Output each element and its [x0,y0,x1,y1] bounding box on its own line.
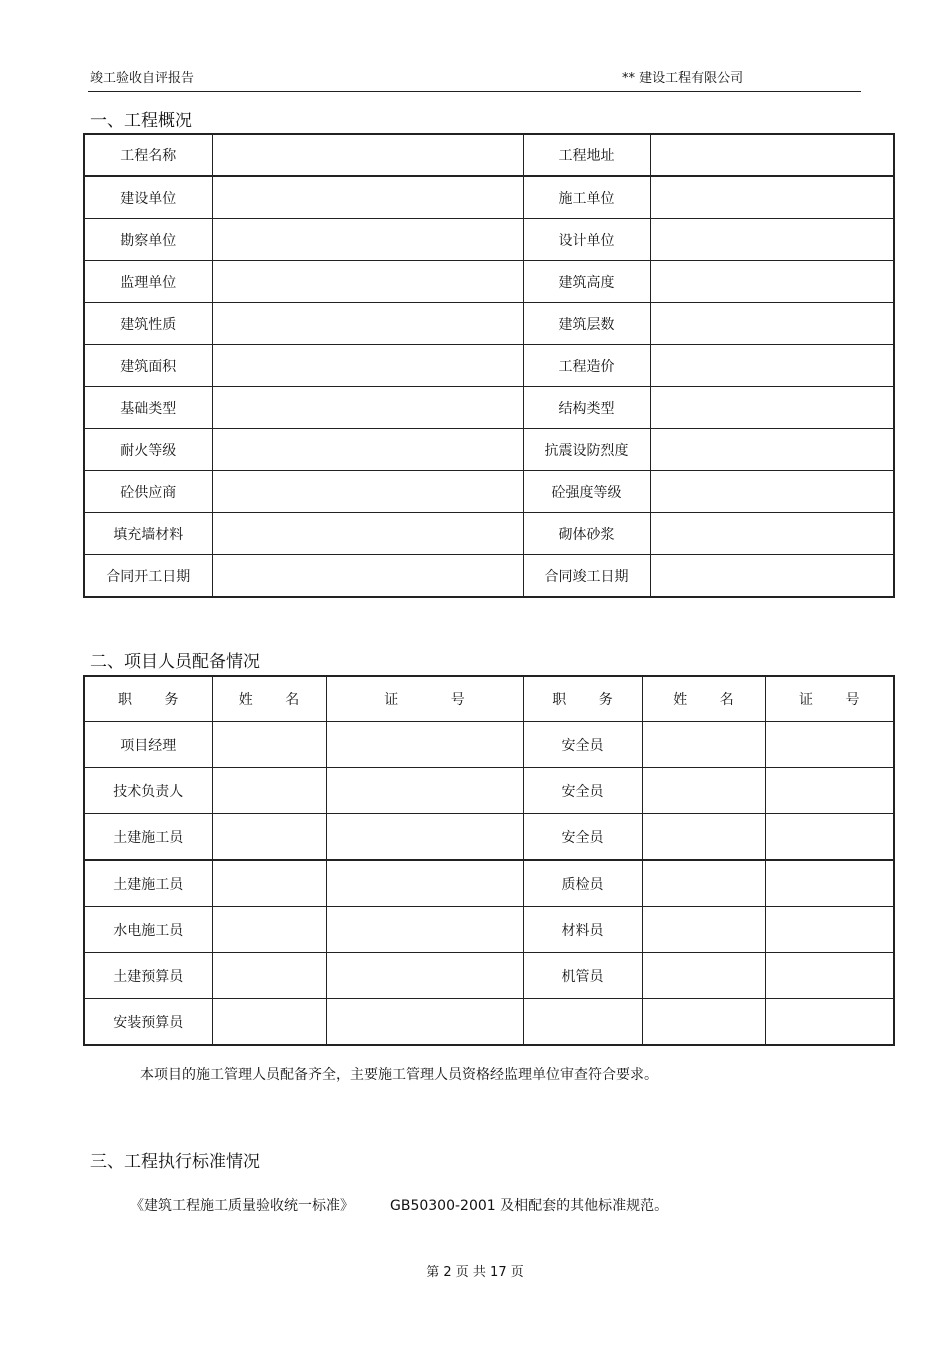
cert-cell[interactable] [765,768,894,814]
column-header: 姓 名 [642,676,765,722]
name-cell[interactable] [642,722,765,768]
value-cell[interactable] [212,303,523,345]
name-cell[interactable] [642,768,765,814]
role-label: 水电施工员 [84,907,212,953]
value-cell[interactable] [650,176,894,219]
name-cell[interactable] [212,907,326,953]
name-cell[interactable] [212,722,326,768]
name-cell[interactable] [642,860,765,907]
header-divider [88,91,861,92]
role-label: 土建施工员 [84,860,212,907]
table-row [84,953,894,999]
table-row [84,134,894,176]
cert-cell[interactable] [326,860,523,907]
cert-cell[interactable] [765,907,894,953]
row-label: 建筑性质 [84,303,212,345]
role-label: 安全员 [523,814,642,861]
column-header: 姓 名 [212,676,326,722]
table-row [84,387,894,429]
table-row [84,860,894,907]
section1-title: 一、工程概况 [90,111,192,131]
role-label: 土建预算员 [84,953,212,999]
table-row [84,261,894,303]
header-company: ** 建设工程有限公司 [622,71,744,86]
role-label: 安全员 [523,722,642,768]
value-cell[interactable] [212,387,523,429]
standard-code: GB50300-2001 及相配套的其他标准规范。 [390,1198,669,1214]
row-label: 填充墙材料 [84,513,212,555]
role-label [523,999,642,1046]
name-cell[interactable] [212,999,326,1046]
row-label: 工程造价 [523,345,650,387]
value-cell[interactable] [650,303,894,345]
value-cell[interactable] [650,345,894,387]
row-label: 施工单位 [523,176,650,219]
row-label: 建筑高度 [523,261,650,303]
name-cell[interactable] [212,814,326,861]
role-label: 安全员 [523,768,642,814]
role-label: 技术负责人 [84,768,212,814]
value-cell[interactable] [212,471,523,513]
name-cell[interactable] [212,953,326,999]
value-cell[interactable] [212,345,523,387]
cert-cell[interactable] [326,814,523,861]
table-header-row [84,676,894,722]
row-label: 耐火等级 [84,429,212,471]
value-cell[interactable] [212,176,523,219]
row-label: 建筑层数 [523,303,650,345]
value-cell[interactable] [650,429,894,471]
table-row [84,814,894,861]
role-label: 质检员 [523,860,642,907]
project-overview-table [83,133,895,598]
row-label: 监理单位 [84,261,212,303]
row-label: 建设单位 [84,176,212,219]
table-row [84,907,894,953]
value-cell[interactable] [650,134,894,176]
role-label: 土建施工员 [84,814,212,861]
section3-title: 三、工程执行标准情况 [90,1152,260,1172]
name-cell[interactable] [642,999,765,1046]
row-label: 基础类型 [84,387,212,429]
cert-cell[interactable] [765,722,894,768]
table-row [84,999,894,1046]
cert-cell[interactable] [765,999,894,1046]
table-row [84,303,894,345]
column-header: 职 务 [84,676,212,722]
cert-cell[interactable] [765,953,894,999]
standard-name: 《建筑工程施工质量验收统一标准》 [130,1198,354,1214]
cert-cell[interactable] [326,768,523,814]
value-cell[interactable] [650,219,894,261]
column-header: 证 号 [765,676,894,722]
role-label: 机管员 [523,953,642,999]
value-cell[interactable] [650,555,894,598]
value-cell[interactable] [650,471,894,513]
value-cell[interactable] [212,555,523,598]
value-cell[interactable] [212,134,523,176]
column-header: 职 务 [523,676,642,722]
cert-cell[interactable] [326,999,523,1046]
table-row [84,513,894,555]
table-row [84,345,894,387]
table-row [84,471,894,513]
value-cell[interactable] [650,261,894,303]
row-label: 工程地址 [523,134,650,176]
role-label: 材料员 [523,907,642,953]
staffing-note: 本项目的施工管理人员配备齐全，主要施工管理人员资格经监理单位审查符合要求。 [140,1067,658,1083]
name-cell[interactable] [642,814,765,861]
column-header: 证 号 [326,676,523,722]
table-row [84,768,894,814]
table-row [84,176,894,219]
cert-cell[interactable] [326,907,523,953]
cert-cell[interactable] [326,953,523,999]
header-title: 竣工验收自评报告 [90,71,195,86]
cert-cell[interactable] [326,722,523,768]
name-cell[interactable] [212,860,326,907]
value-cell[interactable] [212,513,523,555]
page-number: 第 2 页 共 17 页 [426,1265,524,1280]
name-cell[interactable] [642,907,765,953]
section2-title: 二、项目人员配备情况 [90,652,260,672]
cert-cell[interactable] [765,814,894,861]
table-row [84,429,894,471]
value-cell[interactable] [212,429,523,471]
row-label: 合同开工日期 [84,555,212,598]
staffing-table [83,675,895,1046]
row-label: 砼强度等级 [523,471,650,513]
table-row [84,722,894,768]
value-cell[interactable] [212,219,523,261]
value-cell[interactable] [650,387,894,429]
cert-cell[interactable] [765,860,894,907]
row-label: 抗震设防烈度 [523,429,650,471]
role-label: 安装预算员 [84,999,212,1046]
table-row [84,555,894,598]
name-cell[interactable] [642,953,765,999]
row-label: 建筑面积 [84,345,212,387]
role-label: 项目经理 [84,722,212,768]
row-label: 工程名称 [84,134,212,176]
row-label: 结构类型 [523,387,650,429]
value-cell[interactable] [650,513,894,555]
row-label: 合同竣工日期 [523,555,650,598]
row-label: 砼供应商 [84,471,212,513]
row-label: 砌体砂浆 [523,513,650,555]
row-label: 设计单位 [523,219,650,261]
value-cell[interactable] [212,261,523,303]
standard-line [130,1195,668,1215]
table-row [84,219,894,261]
row-label: 勘察单位 [84,219,212,261]
name-cell[interactable] [212,768,326,814]
